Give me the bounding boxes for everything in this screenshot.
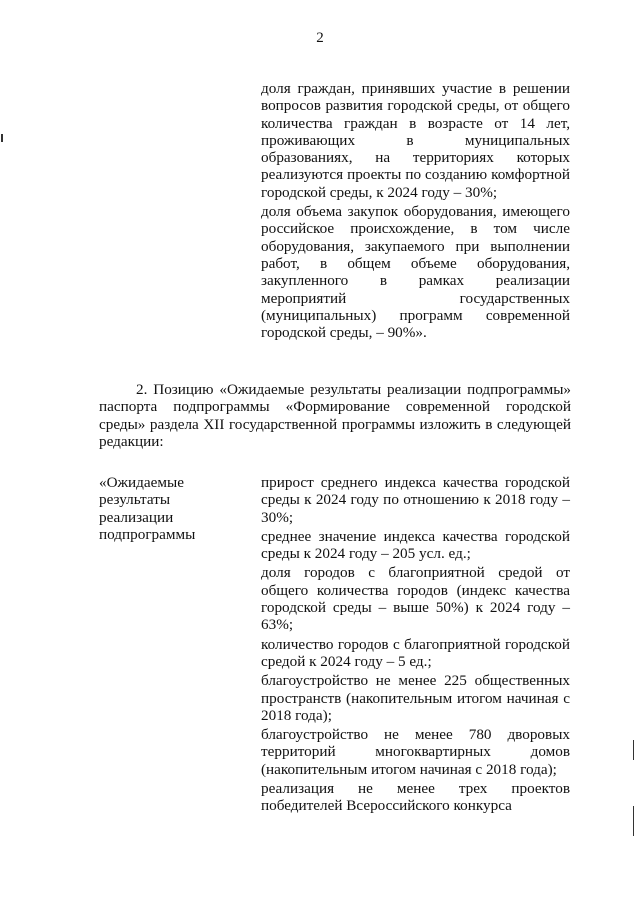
result-item: количество городов с благоприятной городской средой к 2024 году – 5 ед.; (261, 635, 570, 670)
scan-mark-right-upper (633, 740, 634, 760)
result-item: прирост среднего индекса качества городской среды к 2024 году по отношению к 2018 году – 30%; (261, 474, 570, 526)
results-label (99, 474, 229, 543)
scan-mark-left (1, 134, 3, 142)
amendment-paragraph (99, 381, 571, 450)
result-item: реализация не менее трех проектов победителей Всероссийского конкурса (261, 780, 570, 815)
expected-results-block (261, 474, 570, 815)
page-number: 2 (316, 30, 324, 46)
indicator-russian-equipment-share: доля объема закупок оборудования, имеющего российское происхождение, в том числе оборудования, закупаемого при выполнении работ, в общем объеме оборудования, закупленного в рамках реализации мероприятий государственных (муниципальных) программ современной городской среды, – 90%». (261, 203, 570, 342)
amendment-text: 2. Позицию «Ожидаемые результаты реализации подпрограммы» паспорта подпрограммы «Формирование современной городской среды» раздела XII государственной программы изложить в следующей редакции: (99, 381, 571, 450)
results-label-line: результаты (99, 491, 171, 509)
result-item: благоустройство не менее 225 общественных пространств (накопительным итогом начиная с 2018 года); (261, 672, 570, 724)
results-label-line: реализации (99, 508, 174, 526)
results-label-line: подпрограммы (99, 525, 196, 543)
scan-mark-right-lower (633, 806, 634, 836)
result-item: доля городов с благоприятной средой от общего количества городов (индекс качества городской среды – выше 50%) к 2024 году – 63%; (261, 564, 570, 634)
result-item: среднее значение индекса качества городской среды к 2024 году – 205 усл. ед.; (261, 527, 570, 563)
indicator-citizen-participation: доля граждан, принявших участие в решении вопросов развития городской среды, от общего количества граждан в возрасте от 14 лет, проживающих в муниципальных образованиях, на территориях которых реализуются проекты по созданию комфортной городской среды, к 2024 году – 30%; (261, 80, 570, 201)
results-label-line: «Ожидаемые (99, 474, 184, 491)
continued-indicators-block (261, 80, 570, 341)
result-item: благоустройство не менее 780 дворовых территорий многоквартирных домов (накопительным итогом начиная с 2018 года); (261, 726, 570, 778)
